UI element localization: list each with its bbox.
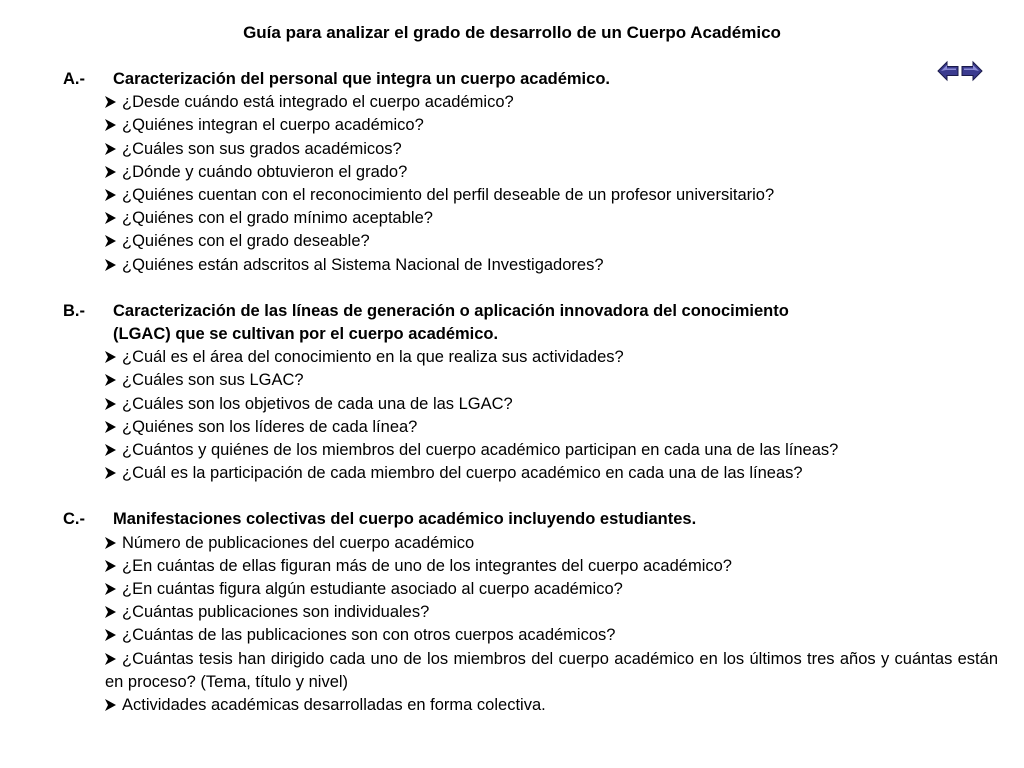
arrow-bullet-icon	[105, 601, 122, 624]
arrow-bullet-icon	[105, 254, 122, 277]
section-heading	[63, 300, 998, 323]
section-heading	[63, 508, 998, 531]
list-item: ¿Cuántas de las publicaciones son con otros cuerpos académicos?	[63, 624, 998, 647]
section-c	[63, 508, 998, 717]
list-item: ¿Cuántos y quiénes de los miembros del cuerpo académico participan en cada una de las líneas?	[63, 439, 998, 462]
list-item: ¿Cuál es la participación de cada miembro del cuerpo académico en cada una de las líneas?	[63, 462, 998, 485]
list-item: ¿Quiénes con el grado mínimo aceptable?	[63, 207, 998, 230]
arrow-bullet-icon	[105, 114, 122, 137]
list-item: ¿Quiénes integran el cuerpo académico?	[63, 114, 998, 137]
section-title: Caracterización de las líneas de generación o aplicación innovadora del conocimiento	[113, 301, 789, 320]
list-item: Actividades académicas desarrolladas en forma colectiva.	[63, 694, 998, 717]
arrow-bullet-icon	[105, 462, 122, 485]
arrow-bullet-icon	[105, 138, 122, 161]
arrow-bullet-icon	[105, 532, 122, 555]
list-item: ¿En cuántas figura algún estudiante asociado al cuerpo académico?	[63, 578, 998, 601]
section-b	[63, 300, 998, 486]
arrow-bullet-icon	[105, 555, 122, 578]
section-title-continuation: (LGAC) que se cultivan por el cuerpo académico.	[113, 325, 499, 344]
section-title: Caracterización del personal que integra un cuerpo académico.	[113, 70, 610, 88]
arrow-bullet-icon	[105, 207, 122, 230]
section-letter: B.-	[63, 301, 85, 320]
page-title: Guía para analizar el grado de desarrollo de un Cuerpo Académico	[243, 23, 781, 42]
list-item: ¿Cuántas publicaciones son individuales?	[63, 601, 998, 624]
section-letter: A.-	[63, 70, 85, 88]
arrow-bullet-icon	[105, 161, 122, 184]
arrow-bullet-icon	[105, 369, 122, 392]
list-item: ¿Quiénes están adscritos al Sistema Nacional de Investigadores?	[63, 254, 998, 277]
list-item: ¿Quiénes con el grado deseable?	[63, 230, 998, 253]
arrow-bullet-icon	[105, 184, 122, 207]
section-title: Manifestaciones colectivas del cuerpo académico incluyendo estudiantes.	[113, 510, 697, 529]
list-item: ¿Cuántas tesis han dirigido cada uno de los miembros del cuerpo académico en los últimos tres años y cuántas están en proceso? (Tema, título y nivel)	[105, 649, 998, 691]
arrow-bullet-icon	[105, 439, 122, 462]
arrow-bullet-icon	[105, 416, 122, 439]
list-item: ¿Cuáles son los objetivos de cada una de las LGAC?	[63, 393, 998, 416]
list-item: ¿Dónde y cuándo obtuvieron el grado?	[63, 161, 998, 184]
arrow-bullet-icon	[105, 91, 122, 114]
list-item: Número de publicaciones del cuerpo académico	[63, 532, 998, 555]
arrow-bullet-icon	[105, 578, 122, 601]
arrow-bullet-icon	[105, 230, 122, 253]
arrow-bullet-icon	[105, 648, 122, 671]
list-item: ¿Quiénes son los líderes de cada línea?	[63, 416, 998, 439]
list-item: ¿Cuáles son sus LGAC?	[63, 369, 998, 392]
list-item: ¿Quiénes cuentan con el reconocimiento del perfil deseable de un profesor universitario?	[63, 184, 998, 207]
section-a	[63, 68, 998, 277]
arrow-bullet-icon	[105, 346, 122, 369]
guide-content	[63, 68, 998, 717]
arrow-bullet-icon	[105, 624, 122, 647]
list-item: ¿Cuáles son sus grados académicos?	[63, 138, 998, 161]
list-item: ¿En cuántas de ellas figuran más de uno de los integrantes del cuerpo académico?	[63, 555, 998, 578]
section-letter: C.-	[63, 510, 85, 529]
section-heading	[63, 68, 998, 91]
list-item: ¿Desde cuándo está integrado el cuerpo académico?	[63, 91, 998, 114]
list-item: ¿Cuál es el área del conocimiento en la que realiza sus actividades?	[63, 346, 998, 369]
arrow-bullet-icon	[105, 393, 122, 416]
arrow-bullet-icon	[105, 694, 122, 717]
